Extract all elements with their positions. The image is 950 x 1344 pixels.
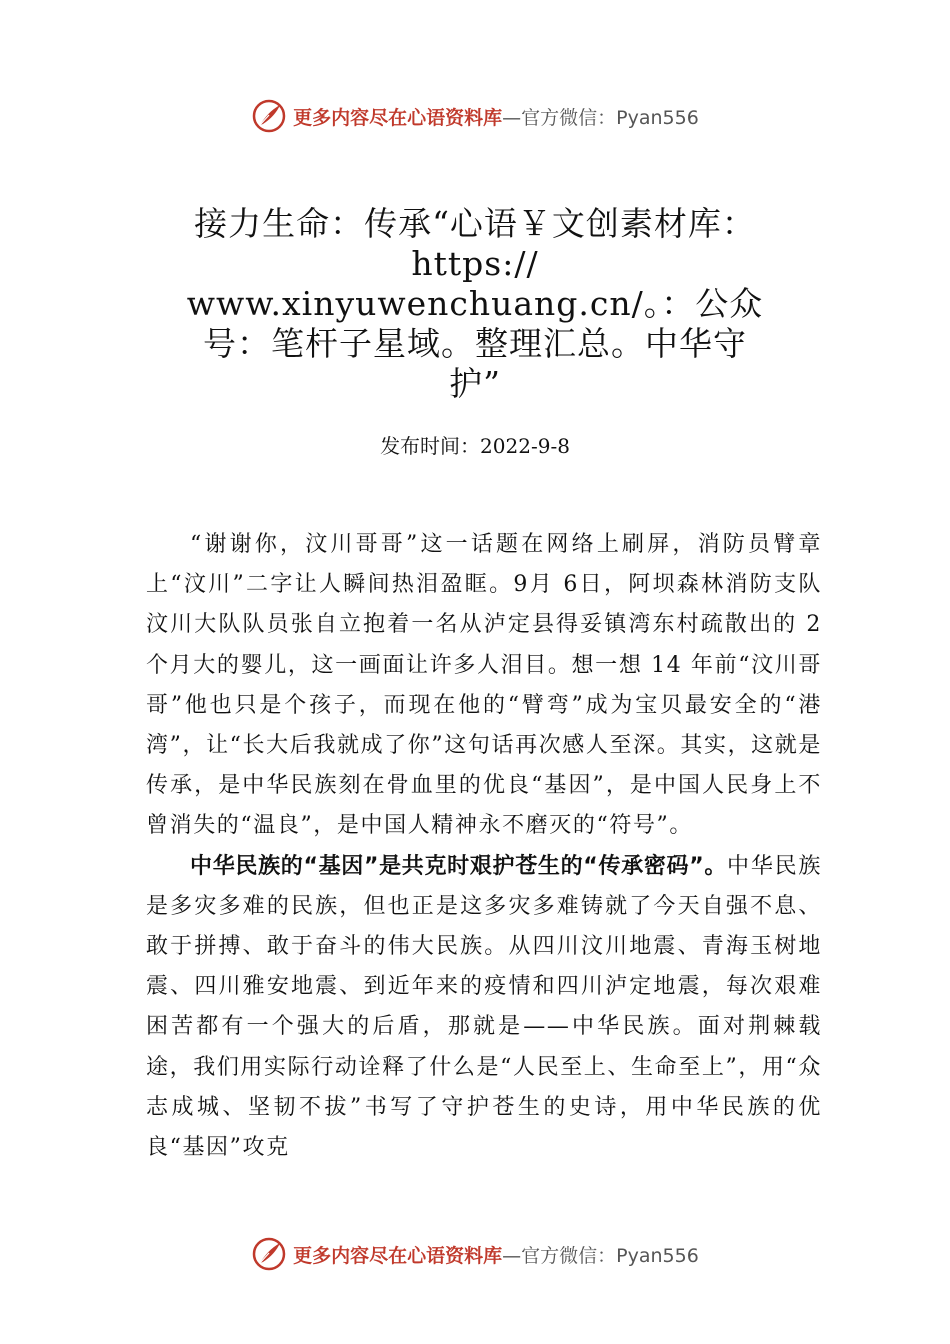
banner-wechat-text: —官方微信：Pyan556 bbox=[502, 106, 699, 129]
banner-main-text: 更多内容尽在心语资料库 bbox=[293, 106, 503, 129]
quill-pen-logo-icon bbox=[251, 1236, 287, 1272]
footer-main-text: 更多内容尽在心语资料库 bbox=[293, 1244, 503, 1267]
article-body bbox=[146, 525, 822, 1168]
article-title: 接力生命：传承“心语￥文创素材库：https:// www.xinyuwenchuang.cn/。：公众号：笔杆子星域。整理汇总。中华守护” bbox=[186, 204, 764, 403]
footer-banner bbox=[0, 1234, 950, 1274]
header-banner bbox=[0, 96, 950, 136]
publish-date: 发布时间：2022-9-8 bbox=[380, 434, 570, 458]
paragraph-2-lead: 中华民族的“基因”是共克时艰护苍生的“传承密码”。 bbox=[190, 853, 728, 879]
paragraph-2-body: 中华民族是多灾多难的民族，但也正是这多灾多难铸就了今天自强不息、敢于拼搏、敢于奋斗的伟大民族。从四川汶川地震、青海玉树地震、四川雅安地震、到近年来的疫情和四川泸定地震，每次艰难困苦都有一个强大的后盾，那就是——中华民族。面对荆棘载途，我们用实际行动诠释了什么是“人民至上、生命至上”，用“众志成城、坚韧不拔”书写了守护苍生的史诗，用中华民族的优良“基因”攻克 bbox=[146, 853, 822, 1161]
paragraph-1: “谢谢你，汶川哥哥”这一话题在网络上刷屏，消防员臂章上“汶川”二字让人瞬间热泪盈眶。9月 6日，阿坝森林消防支队汶川大队队员张自立抱着一名从泸定县得妥镇湾东村疏散出的 2 个月大的婴儿，这一画面让许多人泪目。想一想 14 年前“汶川哥哥”他也只是个孩子，而现在他的“臂弯”成为宝贝最安全的“港湾”，让“长大后我就成了你”这句话再次感人至深。其实，这就是传承，是中华民族刻在骨血里的优良“基因”，是中国人民身上不曾消失的“温良”，是中国人精神永不磨灭的“符号”。 bbox=[146, 532, 822, 839]
paragraph-2 bbox=[146, 847, 822, 1169]
quill-pen-logo-icon bbox=[251, 98, 287, 134]
footer-wechat-text: —官方微信：Pyan556 bbox=[502, 1244, 699, 1267]
